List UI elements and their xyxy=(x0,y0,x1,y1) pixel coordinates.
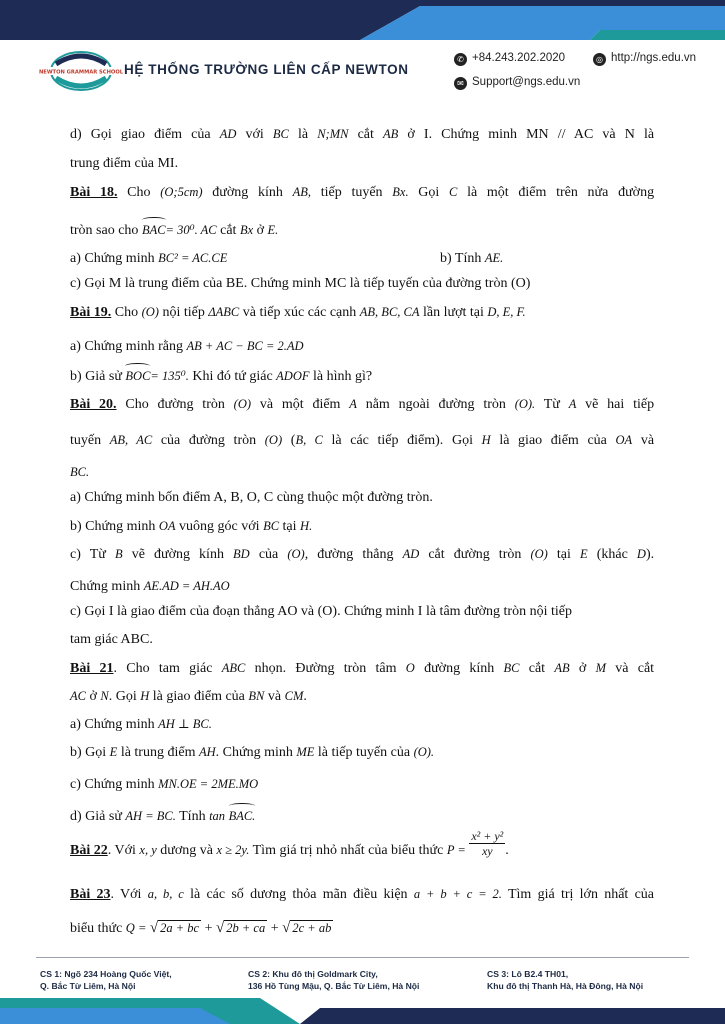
email-address[interactable]: Support@ngs.edu.vn xyxy=(472,76,581,88)
paragraph-line: tam giác ABC. xyxy=(70,632,153,647)
phone-icon: ✆ xyxy=(454,53,467,66)
website-link[interactable]: http://ngs.edu.vn xyxy=(611,52,697,64)
paragraph-line: trung điểm của MI. xyxy=(70,156,179,171)
footer-divider xyxy=(36,957,689,958)
footer-bottom-band xyxy=(0,994,725,1024)
exercise-21: Bài 21. Cho tam giác ABC nhọn. Đường tròn tâm O đường kính BC cắt AB ở M và cắt xyxy=(70,661,655,676)
question-c: c) Gọi M là trung điểm của BE. Chứng minh MC là tiếp tuyến của đường tròn (O) xyxy=(70,276,531,291)
paragraph-line: tuyến AB, AC của đường tròn (O) (B, C là các tiếp điểm). Gọi H là giao điểm của OA và xyxy=(70,433,655,448)
phone-number: +84.243.202.2020 xyxy=(472,52,566,64)
paragraph-line: Chứng minh AE.AD = AH.AO xyxy=(70,579,230,594)
exercise-18: Bài 18. Cho (O;5cm) đường kính AB, tiếp tuyến Bx. Gọi C là một điểm trên nửa đường xyxy=(70,185,655,200)
question-b: b) Chứng minh OA vuông góc với BC tại H. xyxy=(70,519,313,534)
paragraph-line: BC. xyxy=(70,465,90,479)
exercise-22: Bài 22. Với x, y dương và x ≥ 2y. Tìm giá trị nhỏ nhất của biểu thức P = $\frac{\text{x² + y²}}{xy}$ . xyxy=(70,829,509,859)
school-name: HỆ THỐNG TRƯỜNG LIÊN CẤP NEWTON xyxy=(124,62,409,77)
footer-campus-1: CS 1: Ngõ 234 Hoàng Quốc Việt, Q. Bắc Từ Liêm, Hà Nội xyxy=(40,969,172,991)
question-a: a) Chứng minh rằng AB + AC − BC = 2.AD xyxy=(70,339,304,354)
question-a: a) Chứng minh bốn điểm A, B, O, C cùng thuộc một đường tròn. xyxy=(70,490,433,505)
school-logo xyxy=(38,50,124,92)
exercise-23: Bài 23. Với a, b, c là các số dương thỏa mãn điều kiện a + b + c = 2. Tìm giá trị lớn nhất của xyxy=(70,887,655,902)
question-a: a) Chứng minh AH ⊥ BC. xyxy=(70,717,212,732)
email-icon: ✉ xyxy=(454,77,467,90)
paragraph-line: AC ở N. Gọi H là giao điểm của BN và CM. xyxy=(70,689,307,704)
footer-campus-2: CS 2: Khu đô thị Goldmark City, 136 Hồ Tùng Mậu, Q. Bắc Từ Liêm, Hà Nội xyxy=(248,969,420,991)
globe-icon: ◎ xyxy=(593,53,606,66)
paragraph-line: d) Gọi giao điểm của AD với BC là N;MN cắt AB ở I. Chứng minh MN // AC và N là xyxy=(70,127,655,142)
question-d: d) Giả sử AH = BC. Tính tan BAC. xyxy=(70,806,654,827)
question-b: b) Tính AE. xyxy=(440,251,504,266)
question-c: c) Chứng minh MN.OE = 2ME.MO xyxy=(70,777,259,792)
exercise-19: Bài 19. Cho (O) nội tiếp ΔABC và tiếp xúc các cạnh AB, BC, CA lần lượt tại D, E, F. xyxy=(70,305,526,320)
question-c: c) Từ B vẽ đường kính BD của (O), đường thẳng AD cắt đường tròn (O) tại E (khác D). xyxy=(70,547,655,562)
footer-campus-3: CS 3: Lô B2.4 TH01, Khu đô thị Thanh Hà, Hà Đông, Hà Nội xyxy=(487,969,644,991)
fraction: $\frac{\text{x² + y²}}{xy}$ xyxy=(471,829,504,859)
paragraph-line: biểu thức Q = √ 2a + bc + √ 2b + ca + √ 2c + ab xyxy=(70,920,332,936)
question-d: c) Gọi I là giao điểm của đoạn thẳng AO và (O). Chứng minh I là tâm đường tròn nội tiếp xyxy=(70,604,572,619)
question-b: b) Giả sử BOC= 135⁰. Khi đó tứ giác ADOF là hình gì? xyxy=(70,366,654,387)
header-top-band xyxy=(0,0,725,40)
paragraph-line: tròn sao cho BAC= 30⁰. AC cắt Bx ở E. xyxy=(70,220,654,241)
svg-text:NEWTON GRAMMAR SCHOOL: NEWTON GRAMMAR SCHOOL xyxy=(38,69,124,76)
question-b: b) Gọi E là trung điểm AH. Chứng minh ME là tiếp tuyến của (O). xyxy=(70,745,435,760)
exercise-20: Bài 20. Cho đường tròn (O) và một điểm A nằm ngoài đường tròn (O). Từ A vẽ hai tiếp xyxy=(70,397,655,412)
question-a: a) Chứng minh BC² = AC.CE xyxy=(70,251,228,266)
